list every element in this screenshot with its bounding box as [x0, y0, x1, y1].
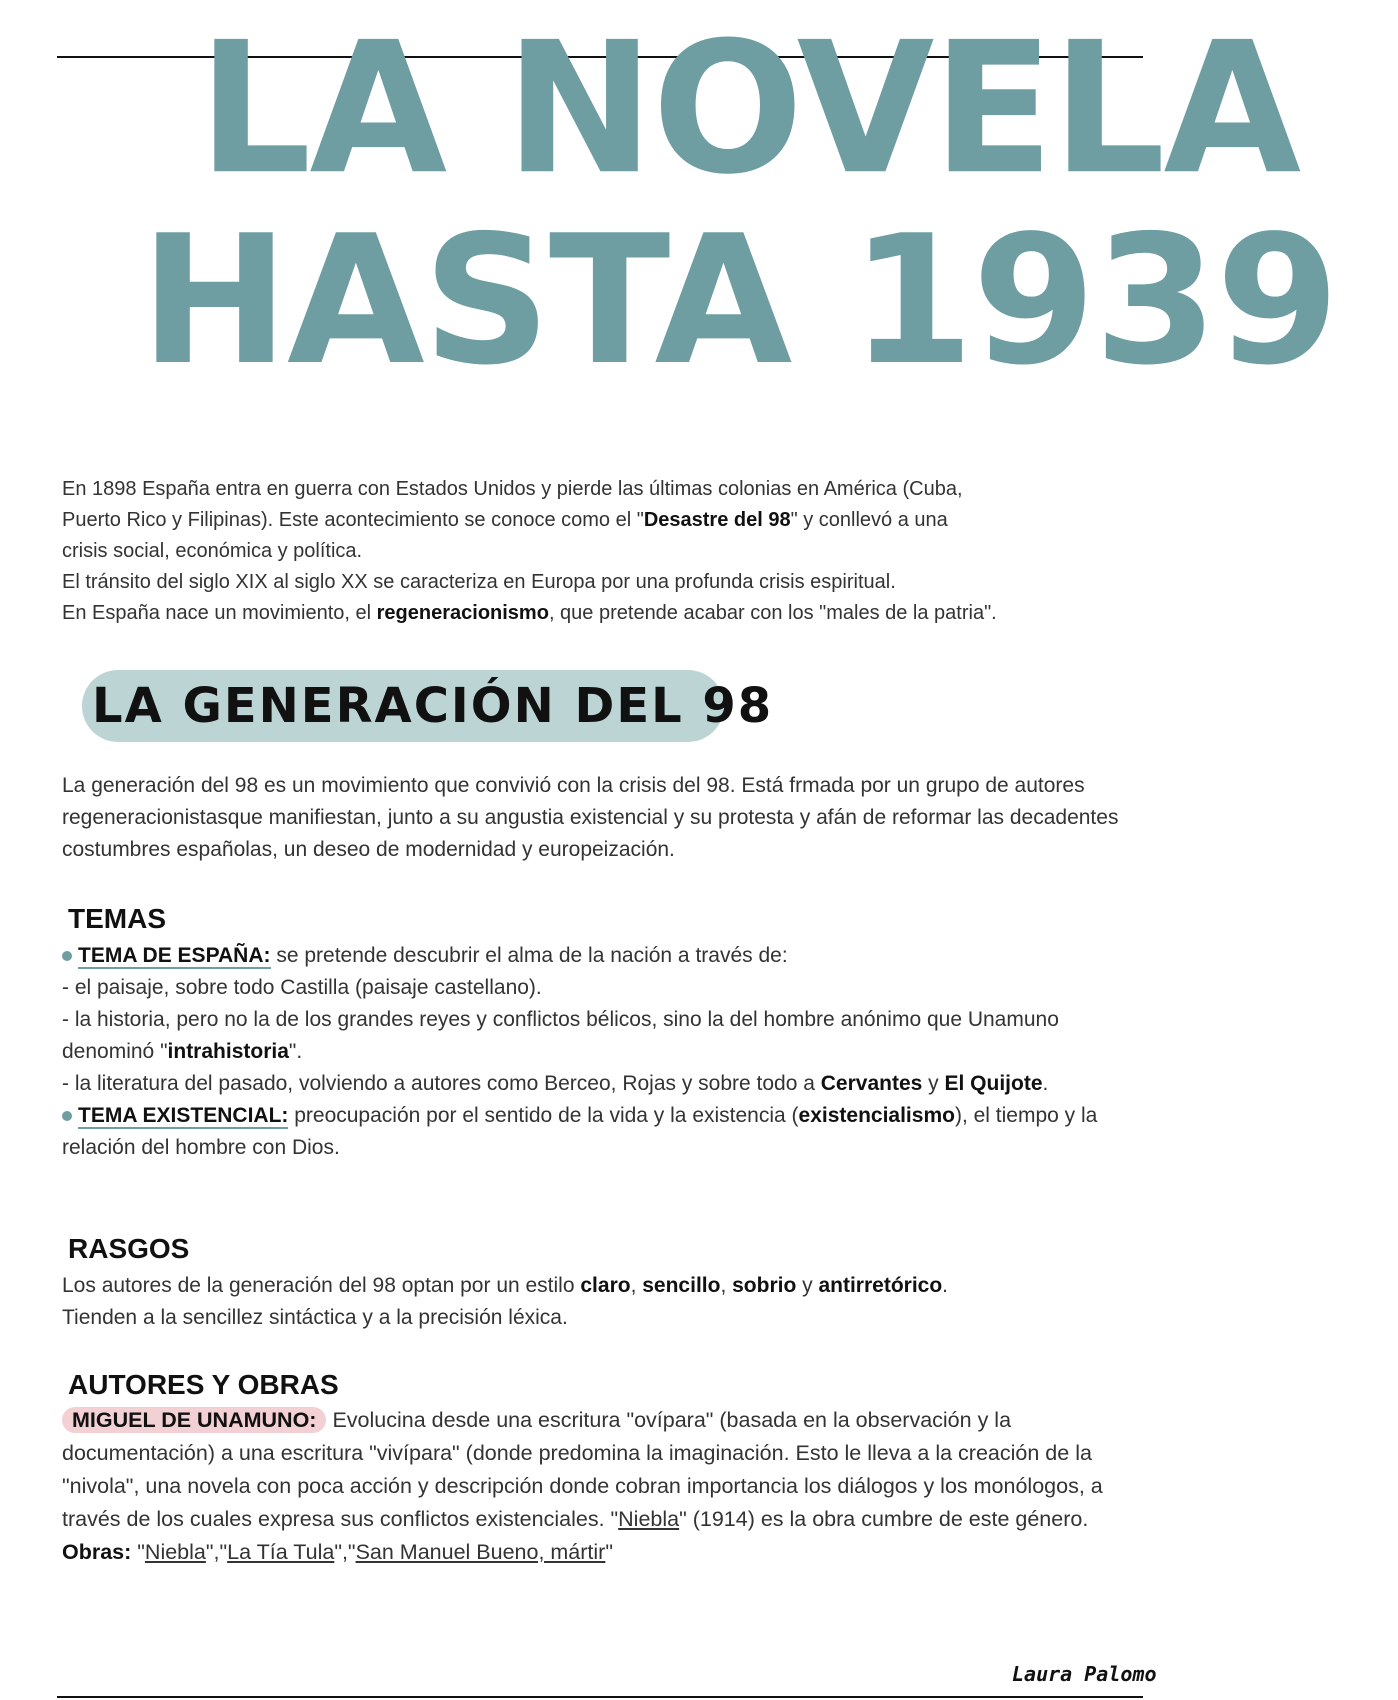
existencialismo-bold: existencialismo	[798, 1104, 955, 1127]
text: .	[942, 1274, 949, 1297]
sencillo-bold: sencillo	[642, 1274, 721, 1297]
tema-espana-label: TEMA DE ESPAÑA:	[78, 944, 271, 967]
text: "	[131, 1540, 145, 1564]
rasgos-heading: RASGOS	[68, 1233, 190, 1264]
tema-existencial-label: TEMA EXISTENCIAL:	[78, 1104, 289, 1127]
temas-heading: TEMAS	[68, 903, 166, 934]
rasgos-line-2: Tienden a la sencillez sintáctica y a la precisión léxica.	[62, 1306, 568, 1329]
unamuno-label: MIGUEL DE UNAMUNO:	[62, 1407, 326, 1433]
intro-line-1: En 1898 España entra en guerra con Estados Unidos y pierde las últimas colonias en América (Cuba,	[62, 478, 963, 500]
rasgos-paragraph	[62, 1270, 1132, 1334]
tema-item-literatura	[62, 1068, 1132, 1100]
intro-text: " y conllevó a una	[790, 509, 948, 531]
desastre-bold: Desastre del 98	[643, 509, 791, 531]
title-line-2: HASTA 1939	[140, 197, 1338, 404]
page-title	[0, 0, 1338, 420]
author-signature: Laura Palomo	[1012, 1662, 1157, 1686]
intro-text: , que pretende acabar con los "males de la patria".	[548, 602, 997, 624]
text: ), el tiempo y la relación del hombre con Dios.	[62, 1104, 1098, 1159]
text: ,	[720, 1274, 733, 1297]
intro-text: En España nace un movimiento, el	[62, 602, 377, 624]
tema-espana-item	[62, 940, 1132, 972]
obras-line	[62, 1536, 1142, 1569]
tema-espana-text: se pretende descubrir el alma de la nación a través de:	[270, 944, 788, 967]
bullet-icon	[62, 1111, 72, 1121]
cervantes-bold: Cervantes	[820, 1072, 923, 1095]
obra-la-tia-tula: La Tía Tula	[227, 1540, 335, 1564]
text: y	[796, 1274, 819, 1297]
text: .	[1042, 1072, 1049, 1095]
intro-line-4: El tránsito del siglo XIX al siglo XX se caracteriza en Europa por una profunda crisis espiritual.	[62, 571, 896, 593]
text: - la literatura del pasado, volviendo a autores como Berceo, Rojas y sobre todo a	[62, 1072, 821, 1095]
text: preocupación por el sentido de la vida y la existencia (	[288, 1104, 799, 1127]
tema-item-historia	[62, 1004, 1132, 1068]
intrahistoria-bold: intrahistoria	[167, 1040, 289, 1063]
regeneracionismo-bold: regeneracionismo	[376, 602, 549, 624]
autores-heading: AUTORES Y OBRAS	[68, 1369, 339, 1400]
text: Los autores de la generación del 98 optan por un estilo	[62, 1274, 581, 1297]
unamuno-paragraph	[62, 1404, 1142, 1569]
text: ","	[334, 1540, 356, 1564]
tema-existencial-item	[62, 1100, 1132, 1164]
text: y	[922, 1072, 945, 1095]
niebla-link: Niebla	[618, 1507, 680, 1531]
generacion-paragraph: La generación del 98 es un movimiento que convivió con la crisis del 98. Está frmada por un grupo de autores regeneracionistasque manifiestan, junto a su angustia existencial y su protesta y afán de reformar las decadentes costumbres españolas, un deseo de modernidad y europeización.	[62, 774, 1119, 861]
text: ","	[205, 1540, 228, 1564]
quijote-bold: El Quijote	[944, 1072, 1043, 1095]
bottom-rule	[57, 1696, 1143, 1698]
antirretorico-bold: antirretórico	[818, 1274, 943, 1297]
tema-item-paisaje: - el paisaje, sobre todo Castilla (paisaje castellano).	[62, 976, 542, 999]
obra-niebla: Niebla	[144, 1540, 206, 1564]
intro-line-2	[62, 505, 1152, 536]
rasgos-line-1	[62, 1270, 1132, 1302]
obras-label: Obras:	[62, 1540, 132, 1564]
intro-text: Puerto Rico y Filipinas). Este acontecimiento se conoce como el "	[62, 509, 644, 531]
text: " (1914) es la obra cumbre de este género.	[679, 1507, 1089, 1531]
text: - la historia, pero no la de los grandes reyes y conflictos bélicos, sino la del hombre anónimo que Unamuno denominó "	[62, 1008, 1059, 1063]
section-title-generacion: LA GENERACIÓN DEL 98	[92, 678, 774, 734]
claro-bold: claro	[580, 1274, 631, 1297]
text: "	[605, 1540, 613, 1564]
title-line-1: LA NOVELA	[198, 2, 1300, 215]
intro-line-3: crisis social, económica y política.	[62, 540, 363, 562]
temas-list	[62, 940, 1132, 1164]
obra-san-manuel-bueno: San Manuel Bueno, mártir	[355, 1540, 606, 1564]
intro-paragraph	[62, 474, 1152, 629]
text: ".	[288, 1040, 303, 1063]
sobrio-bold: sobrio	[732, 1274, 797, 1297]
intro-line-5	[62, 598, 1152, 629]
text: ,	[630, 1274, 643, 1297]
bullet-icon	[62, 951, 72, 961]
text: Evolucina desde una escritura "ovípara" (basada en la observación y la documentación) a una escritura "vivípara" (donde predomina la imaginación. Esto le lleva a la creación de la "nivola", una novela con poca acción y descripción donde cobran importancia los diálogos y los monólogos, a través de los cuales expresa sus conflictos existenciales. "	[62, 1408, 1103, 1531]
unamuno-text	[62, 1404, 1142, 1536]
